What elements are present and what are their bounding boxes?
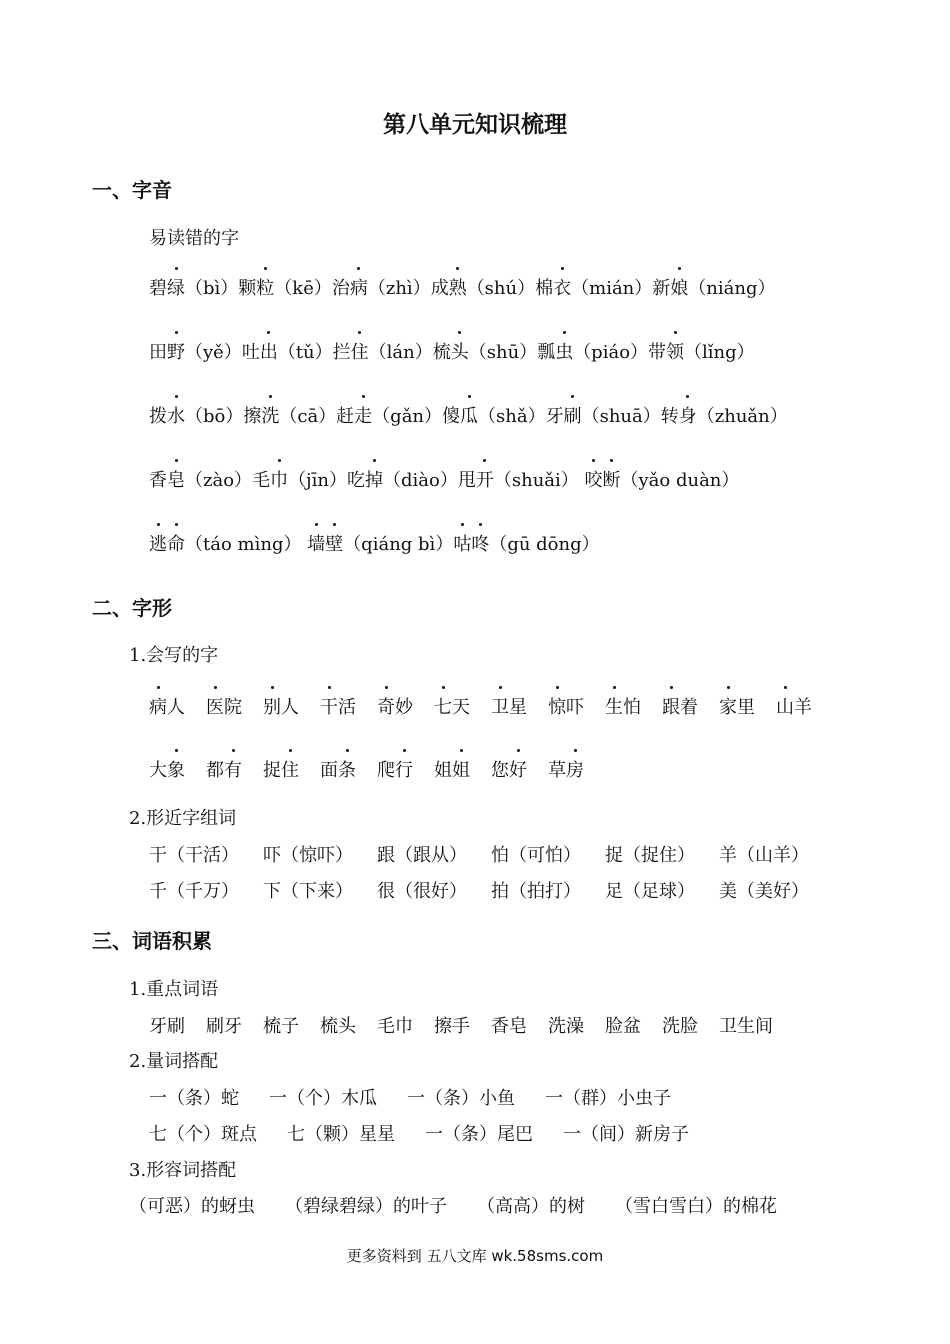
word-item: 家里 <box>719 693 755 719</box>
word-item: 牙刷 <box>149 1016 185 1037</box>
similar-chars-row <box>149 877 809 903</box>
word-item: 干（干活） <box>149 845 239 866</box>
word-item: 足（足球） <box>605 881 695 902</box>
word-item: 姐姐 <box>434 756 470 782</box>
word-item: 一（条）尾巴 <box>425 1124 533 1145</box>
word-item: 下（下来） <box>263 881 353 902</box>
word-item: 七（个）斑点 <box>149 1124 257 1145</box>
word-item: 一（条）蛇 <box>149 1088 239 1109</box>
section-heading-vocabulary: 三、词语积累 <box>92 929 212 953</box>
subtitle-misread-chars: 易读错的字 <box>149 228 239 249</box>
word-item: 一（间）新房子 <box>563 1124 689 1145</box>
subtitle-adjective-pairs: 3.形容词搭配 <box>129 1160 237 1181</box>
word-item: 怕（可怕） <box>491 845 581 866</box>
word-item: 脸盆 <box>605 1016 641 1037</box>
subtitle-key-words: 1.重点词语 <box>129 979 219 1000</box>
pronunciation-line: 田野（yě）吐出（tǔ）拦住（lán）梳头（shū）瓢虫（piáo）带领（lǐng） <box>149 338 755 364</box>
section-heading-pronunciation: 一、字音 <box>92 178 172 202</box>
subtitle-measure-words: 2.量词搭配 <box>129 1051 219 1072</box>
measure-words-row <box>149 1120 689 1146</box>
word-item: 香皂 <box>491 1016 527 1037</box>
word-item: 洗脸 <box>662 1016 698 1037</box>
word-item: 捉住 <box>263 756 299 782</box>
word-item: 您好 <box>491 756 527 782</box>
word-item: 吓（惊吓） <box>263 845 353 866</box>
word-item: 一（个）木瓜 <box>269 1088 377 1109</box>
word-item: （可恶）的蚜虫 <box>129 1196 255 1217</box>
word-item: 七（颗）星星 <box>287 1124 395 1145</box>
footer-link[interactable]: 更多资料到 五八文库 wk.58sms.com <box>346 1247 604 1265</box>
word-item: 梳子 <box>263 1016 299 1037</box>
word-item: 梳头 <box>320 1016 356 1037</box>
word-item: 捉（捉住） <box>605 845 695 866</box>
word-item: 医院 <box>206 693 242 719</box>
subtitle-similar-chars: 2.形近字组词 <box>129 808 237 829</box>
word-item: （雪白雪白）的棉花 <box>615 1196 777 1217</box>
word-item: 千（千万） <box>149 881 239 902</box>
section-heading-forms: 二、字形 <box>92 596 172 620</box>
word-item: 一（条）小鱼 <box>407 1088 515 1109</box>
word-item: 山羊 <box>776 693 812 719</box>
pronunciation-line: 香皂（zào）毛巾（jīn）吃掉（diào）甩开（shuǎi） 咬断（yǎo duàn） <box>149 466 739 492</box>
word-item: 大象 <box>149 756 185 782</box>
word-item: 很（很好） <box>377 881 467 902</box>
word-item: （碧绿碧绿）的叶子 <box>285 1196 447 1217</box>
word-item: 干活 <box>320 693 356 719</box>
word-item: 病人 <box>149 693 185 719</box>
word-item: （高高）的树 <box>477 1196 585 1217</box>
word-item: 奇妙 <box>377 693 413 719</box>
key-words-row <box>149 1012 773 1038</box>
word-item: 草房 <box>548 756 584 782</box>
word-item: 跟着 <box>662 693 698 719</box>
writing-words-row <box>149 693 812 719</box>
word-item: 刷牙 <box>206 1016 242 1037</box>
word-item: 一（群）小虫子 <box>545 1088 671 1109</box>
word-item: 七天 <box>434 693 470 719</box>
pronunciation-line: 逃命（táo mìng） 墙壁（qiáng bì）咕咚（gū dōng） <box>149 530 600 556</box>
word-item: 卫生间 <box>719 1016 773 1037</box>
word-item: 洗澡 <box>548 1016 584 1037</box>
word-item: 跟（跟从） <box>377 845 467 866</box>
pronunciation-line: 碧绿（bì）颗粒（kē）治病（zhì）成熟（shú）棉衣（mián）新娘（niáng） <box>149 274 775 300</box>
word-item: 拍（拍打） <box>491 881 581 902</box>
word-item: 擦手 <box>434 1016 470 1037</box>
word-item: 惊吓 <box>548 693 584 719</box>
word-item: 爬行 <box>377 756 413 782</box>
page-title: 第八单元知识梳理 <box>383 112 567 138</box>
adjective-pairs-row <box>129 1192 777 1218</box>
subtitle-writing-chars: 1.会写的字 <box>129 645 219 666</box>
word-item: 别人 <box>263 693 299 719</box>
word-item: 毛巾 <box>377 1016 413 1037</box>
word-item: 卫星 <box>491 693 527 719</box>
similar-chars-row <box>149 841 809 867</box>
word-item: 羊（山羊） <box>719 845 809 866</box>
word-item: 面条 <box>320 756 356 782</box>
pronunciation-line: 拨水（bō）擦洗（cā）赶走（gǎn）傻瓜（shǎ）牙刷（shuā）转身（zhuǎn） <box>149 402 788 428</box>
word-item: 生怕 <box>605 693 641 719</box>
word-item: 美（美好） <box>719 881 809 902</box>
writing-words-row <box>149 756 584 782</box>
word-item: 都有 <box>206 756 242 782</box>
measure-words-row <box>149 1084 671 1110</box>
